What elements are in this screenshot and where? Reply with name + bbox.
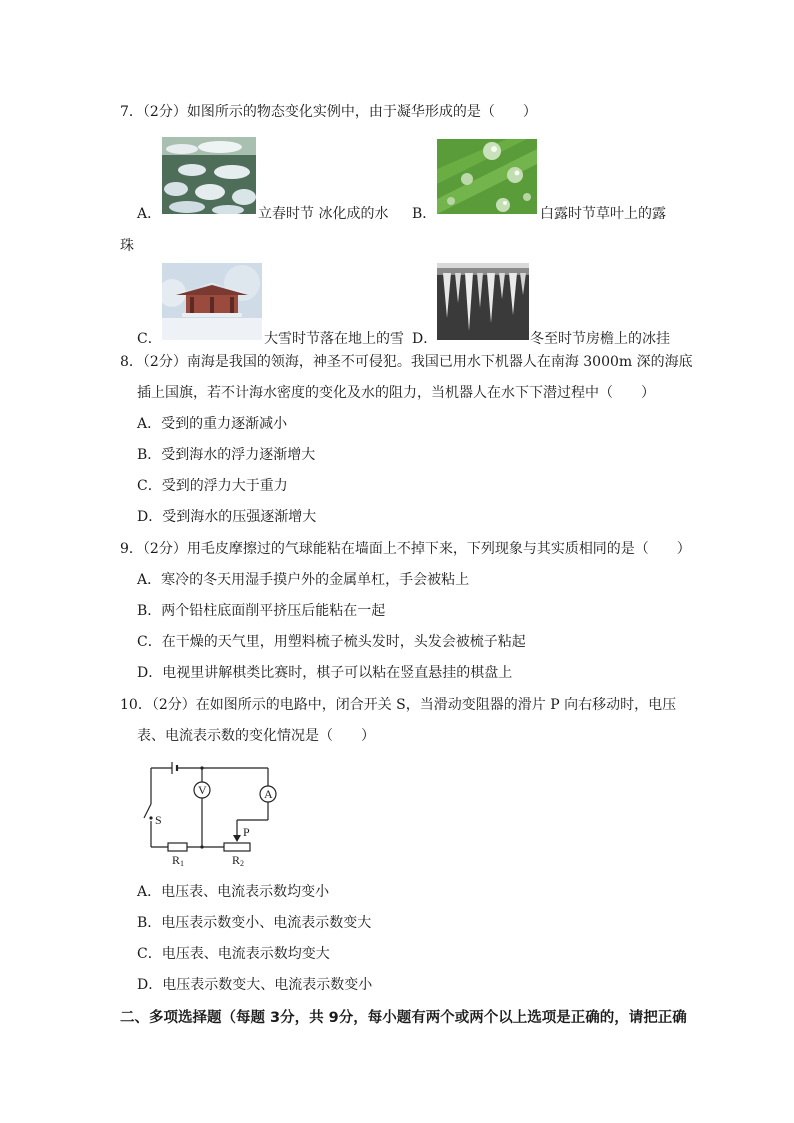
q9-option-a: A．寒冷的冬天用湿手摸户外的金属单杠，手会被粘上 [137, 572, 470, 588]
q10-option-a: A．电压表、电流表示数均变小 [137, 884, 330, 900]
q7-option-a-text: 立春时节 冰化成的水 [258, 206, 389, 222]
q7-option-d-letter: D． [412, 331, 438, 347]
q7-option-c-letter: C． [137, 331, 162, 347]
q7-image-c-snow-pavilion [162, 263, 262, 340]
q7-image-d-icicles [437, 263, 529, 340]
voltmeter-label: V [198, 783, 207, 797]
ammeter-label: A [264, 787, 273, 801]
q10-stem-line2: 表、电流表示数的变化情况是（ ） [137, 728, 375, 744]
switch-lever [144, 804, 151, 818]
q8-option-c: C．受到的浮力大于重力 [137, 478, 288, 494]
r1-label: R1 [172, 853, 185, 868]
junction-bottom [200, 845, 203, 848]
q7-option-b-wrap: 珠 [120, 238, 134, 254]
r2-label: R2 [232, 853, 245, 868]
slider-label: P [243, 825, 250, 839]
resistor-r1 [168, 843, 187, 851]
q7-option-c-text: 大雪时节落在地上的雪 [264, 331, 404, 347]
q9-option-d: D．电视里讲解棋类比赛时，棋子可以粘在竖直悬挂的棋盘上 [137, 665, 513, 681]
q9-option-b: B．两个铅柱底面削平挤压后能粘在一起 [137, 603, 386, 619]
junction-top [200, 766, 203, 769]
q7-option-a-letter: A． [137, 206, 162, 222]
q7-stem: 7．（2分）如图所示的物态变化实例中，由于凝华形成的是（ ） [120, 104, 537, 120]
q7-option-b-letter: B． [412, 206, 437, 222]
switch-label: S [155, 813, 162, 827]
q10-stem-line1: 10．（2分）在如图所示的电路中，闭合开关 S，当滑动变阻器的滑片 P 向右移动时，电压 [120, 697, 677, 713]
slider-arrow [233, 835, 241, 842]
rheostat-r2 [224, 843, 250, 851]
q8-stem-line2: 插上国旗，若不计海水密度的变化及水的阻力，当机器人在水下下潜过程中（ ） [137, 385, 655, 401]
q9-option-c: C．在干燥的天气里，用塑料梳子梳头发时，头发会被梳子粘起 [137, 634, 526, 650]
q7-image-a-melting-ice [162, 137, 256, 214]
q10-circuit-diagram [140, 758, 290, 870]
q7-option-d-text: 冬至时节房檐上的冰挂 [530, 331, 670, 347]
q9-stem: 9．（2分）用毛皮摩擦过的气球能粘在墙面上不掉下来，下列现象与其实质相同的是（ ） [120, 541, 691, 557]
q8-option-d: D．受到海水的压强逐渐增大 [137, 509, 317, 525]
q10-option-b: B．电压表示数变小、电流表示数变大 [137, 915, 372, 931]
switch-contact [149, 816, 152, 819]
q10-option-c: C．电压表、电流表示数均变大 [137, 946, 330, 962]
q8-option-b: B．受到海水的浮力逐渐增大 [137, 447, 316, 463]
q7-image-b-dew-leaf [437, 139, 537, 214]
q8-option-a: A．受到的重力逐渐减小 [137, 416, 288, 432]
q8-stem-line1: 8．（2分）南海是我国的领海，神圣不可侵犯。我国已用水下机器人在南海 3000m 深的海底 [120, 354, 693, 370]
section2-heading: 二、多项选择题（每题 3分，共 9分，每小题有两个或两个以上选项是正确的，请把正确 [120, 1010, 687, 1026]
q7-option-b-text: 白露时节草叶上的露 [540, 206, 666, 222]
q10-option-d: D．电压表示数变大、电流表示数变小 [137, 977, 373, 993]
